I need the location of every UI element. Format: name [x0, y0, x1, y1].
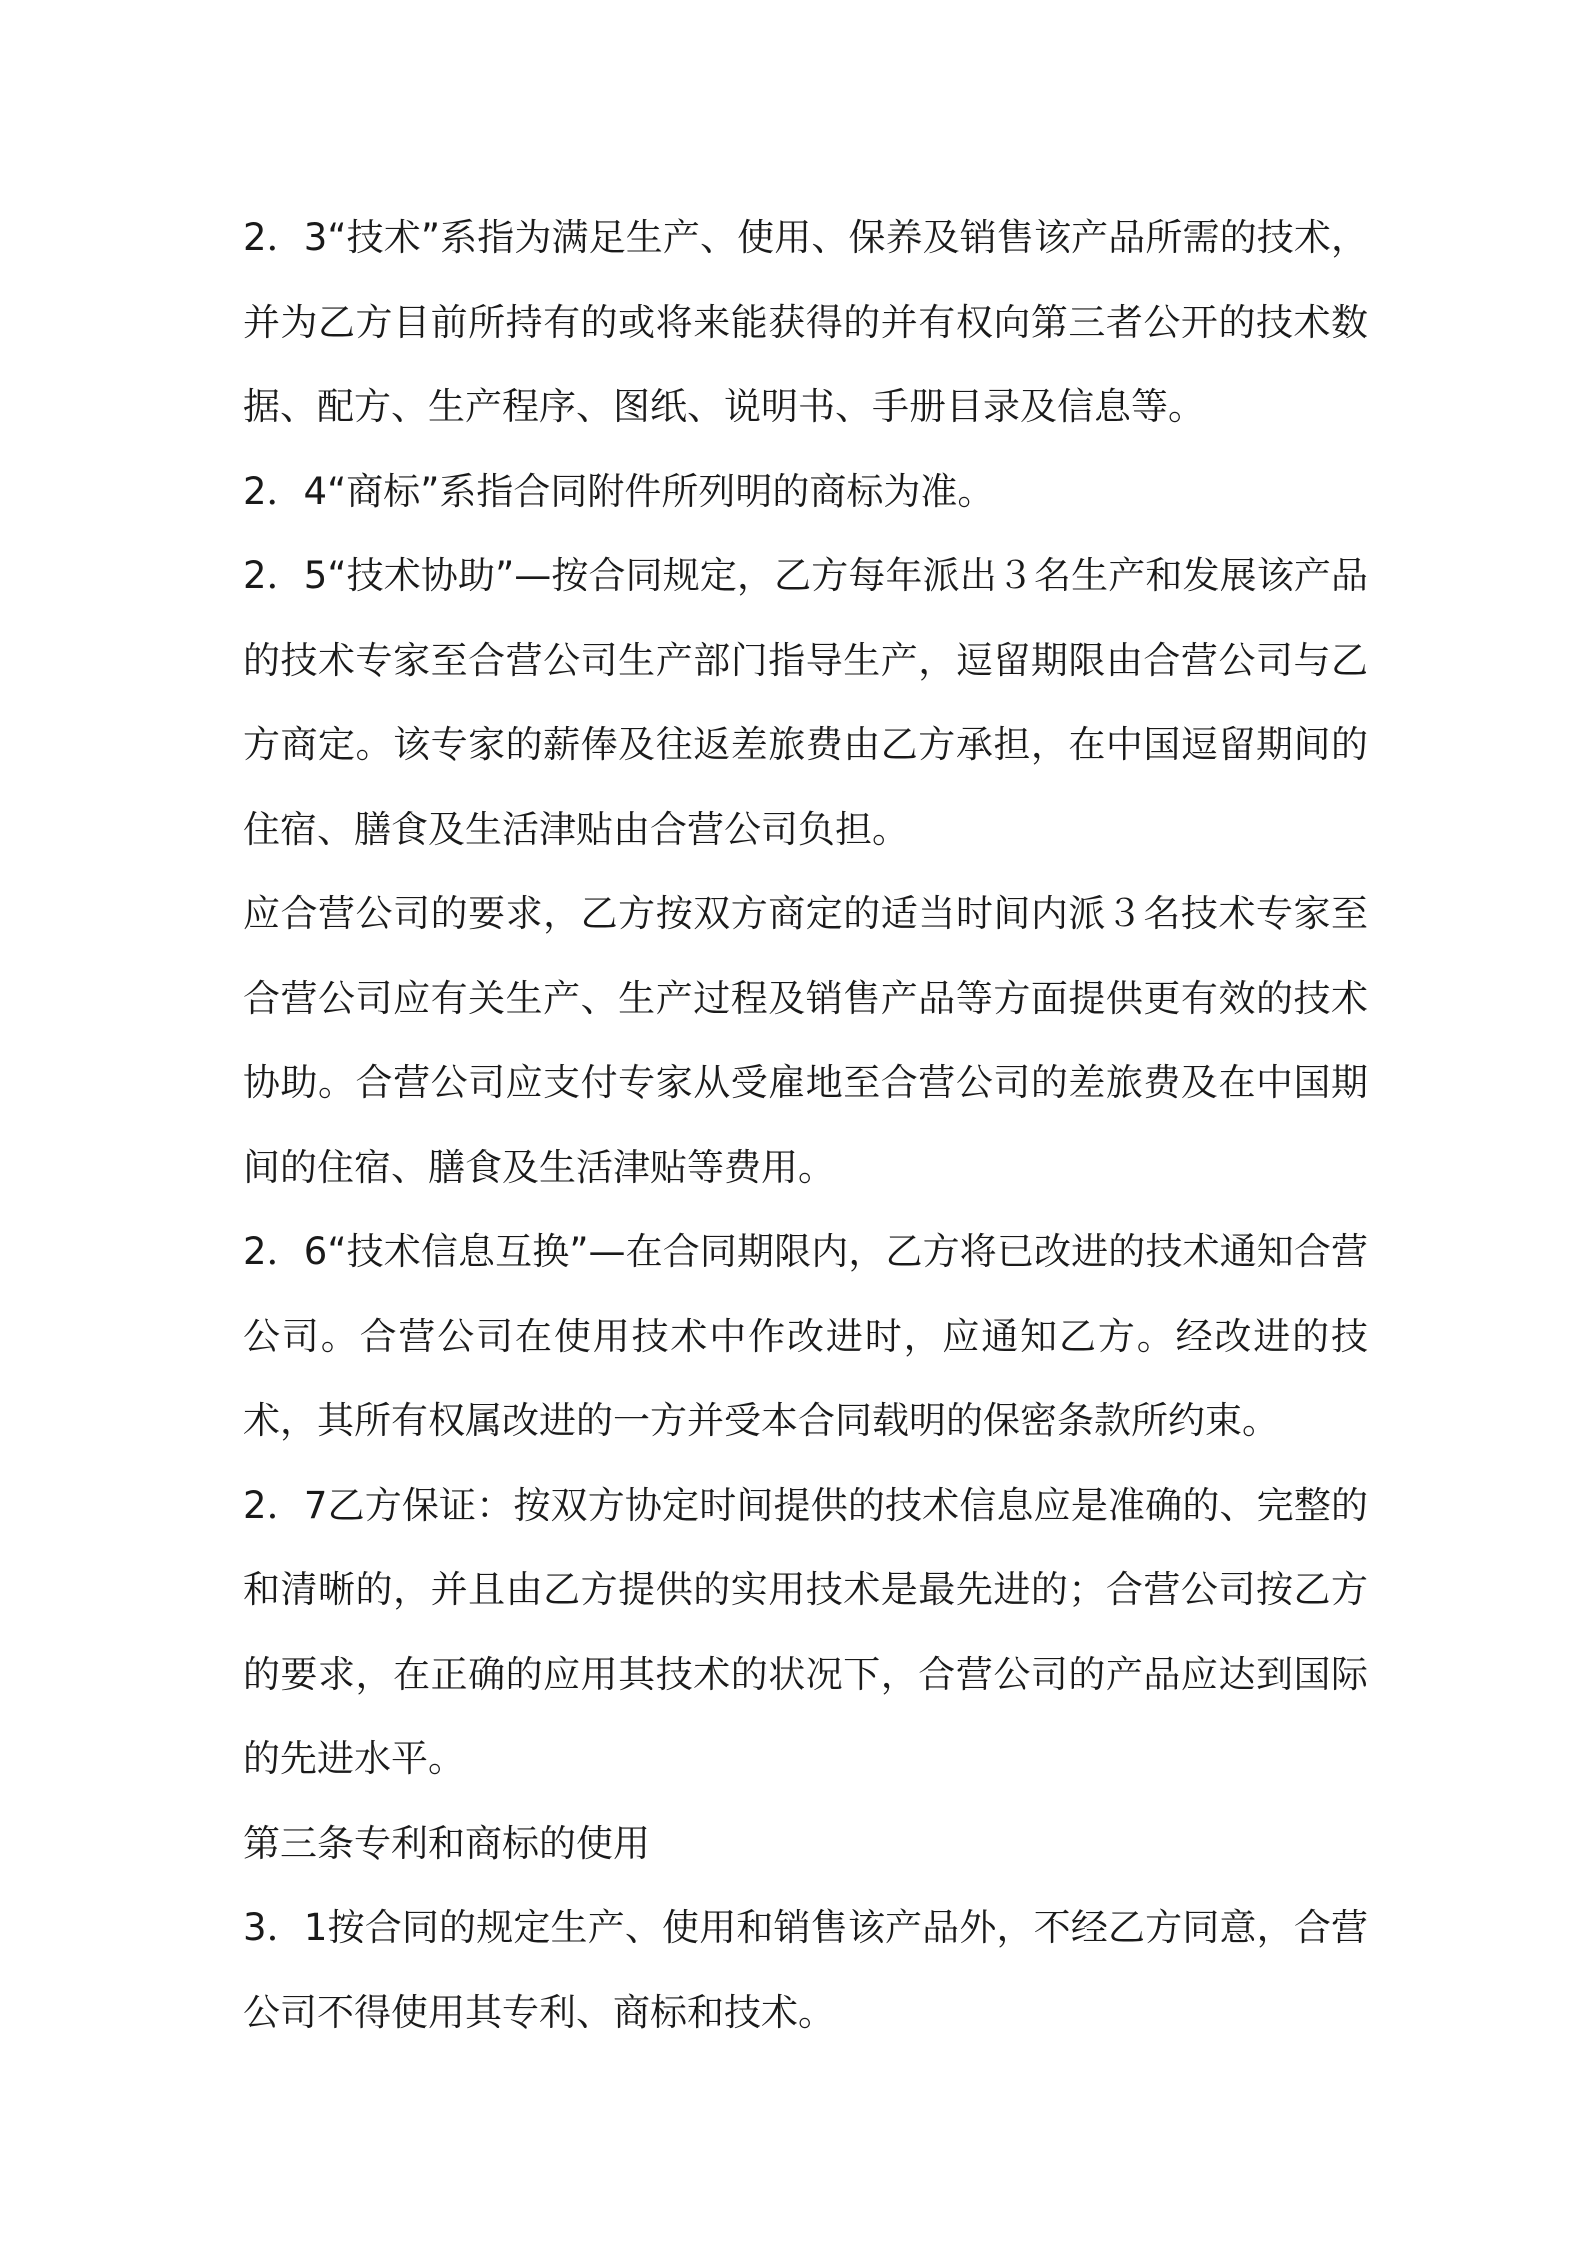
clause-2-4-trademark: 2．4“商标”系指合同附件所列明的商标为准。: [243, 469, 995, 513]
clause-2-3-technology: 2．3“技术”系指为满足生产、使用、保养及销售该产品所需的技术，并为乙方目前所持有的或将来能获得的并有权向第三者公开的技术数据、配方、生产程序、图纸、说明书、手册目录及信息等。: [243, 216, 1368, 428]
clause-2-5-continuation: 应合营公司的要求，乙方按双方商定的适当时间内派３名技术专家至合营公司应有关生产、生产过程及销售产品等方面提供更有效的技术协助。合营公司应支付专家从受雇地至合营公司的差旅费及在中国期间的住宿、膳食及生活津贴等费用。: [243, 892, 1368, 1189]
clause-2-7-guarantee: 2．7乙方保证：按双方协定时间提供的技术信息应是准确的、完整的和清晰的，并且由乙方提供的实用技术是最先进的；合营公司按乙方的要求，在正确的应用其技术的状况下，合营公司的产品应达到国际的先进水平。: [243, 1483, 1368, 1780]
article-3-heading: 第三条专利和商标的使用: [243, 1821, 650, 1865]
clause-3-1-usage: 3．1按合同的规定生产、使用和销售该产品外，不经乙方同意，合营公司不得使用其专利、商标和技术。: [243, 1906, 1368, 2034]
document-body: [243, 196, 1368, 2055]
clause-2-6-technical-info-exchange: 2．6“技术信息互换”—在合同期限内，乙方将已改进的技术通知合营公司。合营公司在使用技术中作改进时，应通知乙方。经改进的技术，其所有权属改进的一方并受本合同载明的保密条款所约束。: [243, 1230, 1368, 1442]
clause-2-5-technical-assistance: 2．5“技术协助”—按合同规定，乙方每年派出３名生产和发展该产品的技术专家至合营公司生产部门指导生产，逗留期限由合营公司与乙方商定。该专家的薪俸及往返差旅费由乙方承担，在中国逗留期间的住宿、膳食及生活津贴由合营公司负担。: [243, 554, 1368, 851]
